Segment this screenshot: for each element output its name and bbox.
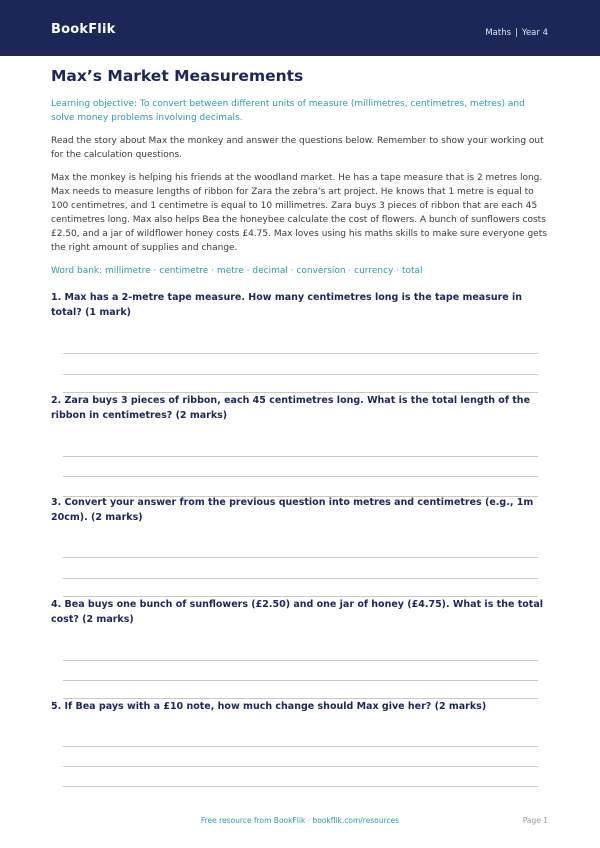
footer-link[interactable]: Free resource from BookFlik · bookflik.com/resources — [200, 816, 400, 825]
question-2 — [51, 393, 551, 423]
answer-line[interactable] — [63, 660, 538, 661]
question-text: 3. Convert your answer from the previous question into metres and centimetres (e.g., 1m 20cm). (2 marks) — [51, 497, 534, 523]
story-text: Max the monkey is helping his friends at the woodland market. He has a tape measure that is 2 metres long. Max needs to measure lengths of ribbon for Zara the zebra’s art project. He knows that 1 metre is equal to 100 centimetres, and 1 centimetre is equal to 10 millimetres. Zara buys 3 pieces of ribbon that are each 45 centimetres long. Max also helps Bea the honeybee calculate the cost of flowers. A bunch of sunflowers costs £2.50, and a jar of wildflower honey costs £4.75. Max loves using his maths skills to make sure everyone gets the right amount of supplies and change. — [51, 173, 547, 253]
worksheet-title: Max’s Market Measurements — [51, 67, 304, 85]
learning-objective: Learning objective: To convert between different units of measure (millimetres, centimetres, metres) and solve money problems involving decimals. — [51, 99, 525, 123]
question-text: 4. Bea buys one bunch of sunflowers (£2.50) and one jar of honey (£4.75). What is the total cost? (2 marks) — [51, 599, 543, 625]
brand-logo-text: BookFlik — [51, 22, 116, 37]
answer-line[interactable] — [63, 353, 538, 354]
page-number: Page 1 — [522, 816, 548, 825]
answer-line[interactable] — [63, 766, 538, 767]
worksheet-intro — [51, 66, 551, 278]
answer-line[interactable] — [63, 680, 538, 681]
question-text: 5. If Bea pays with a £10 note, how much change should Max give her? (2 marks) — [51, 701, 487, 712]
answer-line[interactable] — [63, 746, 538, 747]
page-header — [0, 0, 600, 56]
question-4 — [51, 597, 551, 627]
instructions: Read the story about Max the monkey and answer the questions below. Remember to show your working out for the calculation questions. — [51, 136, 544, 160]
answer-line[interactable] — [63, 476, 538, 477]
header-meta — [485, 27, 548, 39]
question-1 — [51, 290, 551, 320]
question-text: 2. Zara buys 3 pieces of ribbon, each 45 centimetres long. What is the total length of the ribbon in centimetres? (2 marks) — [51, 395, 531, 421]
answer-line[interactable] — [63, 786, 538, 787]
subject-label: Maths — [485, 28, 512, 38]
question-5 — [51, 699, 551, 714]
answer-line[interactable] — [63, 374, 538, 375]
answer-line[interactable] — [63, 557, 538, 558]
meta-separator: | — [515, 28, 518, 38]
answer-line[interactable] — [63, 578, 538, 579]
question-3 — [51, 495, 551, 525]
question-text: 1. Max has a 2-metre tape measure. How many centimetres long is the tape measure in total? (1 mark) — [51, 292, 523, 318]
word-bank: Word bank: millimetre · centimetre · metre · decimal · conversion · currency · total — [51, 266, 423, 276]
answer-line[interactable] — [63, 456, 538, 457]
year-label: Year 4 — [521, 28, 548, 38]
